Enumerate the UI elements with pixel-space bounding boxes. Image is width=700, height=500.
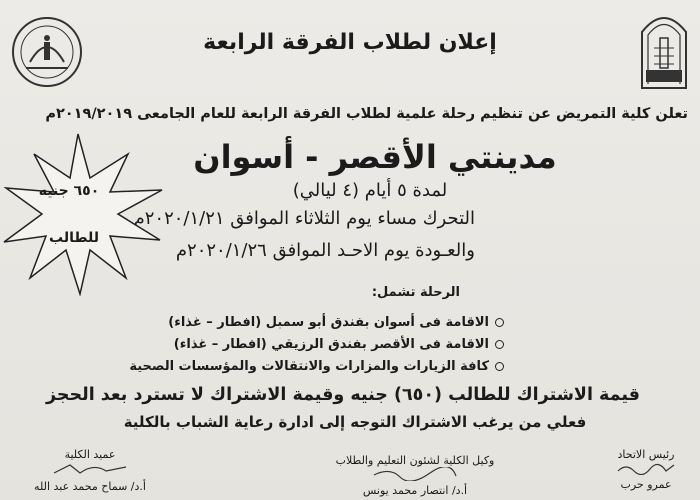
list-item-text: الاقامة فى الأقصر بفندق الرزيقي (افطار – غذاء)	[173, 337, 489, 352]
list-item-text: الاقامة فى أسوان بفندق أبو سمبل (افطار – غذاء)	[168, 315, 489, 330]
signature-name: أ.د/ سماح محمد عبد الله	[34, 480, 146, 493]
list-item-text: كافة الزيارات والمزارات والانتقالات والمؤسسات الصحية	[129, 359, 489, 374]
signature-title: عميد الكلية	[64, 448, 116, 461]
list-item	[174, 337, 504, 352]
trip-departure: التحرك مساء يوم الثلاثاء الموافق ٢٠٢٠/١/٢١م	[133, 208, 475, 229]
announcement-title: إعلان لطلاب الفرقة الرابعة	[203, 30, 497, 55]
handwritten-signature-icon	[370, 467, 460, 481]
signature-title: وكيل الكلية لشئون التعليم والطلاب	[335, 454, 495, 467]
signature-dean	[30, 448, 150, 493]
signature-title: رئيس الاتحاد	[617, 448, 675, 461]
includes-heading: الرحلة تشمل:	[371, 285, 460, 300]
contact-note: فعلي من يرغب الاشتراك التوجه إلى ادارة رعاية الشباب بالكلية	[123, 413, 587, 431]
badge-label: للطالب	[49, 230, 99, 246]
circle-bullet-icon	[495, 318, 504, 327]
price-starburst-icon	[0, 132, 168, 296]
badge-price: ٦٥٠ جنيه	[38, 183, 100, 199]
university-emblem-icon	[634, 8, 694, 92]
handwritten-signature-icon	[616, 461, 676, 475]
announcement-intro: تعلن كلية التمريض عن تنظيم رحلة علمية لطلاب الفرقة الرابعة للعام الجامعى ٢٠١٩/٢٠١٩م	[45, 106, 688, 122]
signature-name: أ.د/ انتصار محمد يونس	[362, 484, 468, 497]
list-item	[168, 315, 504, 330]
fee-note: قيمة الاشتراك للطالب (٦٥٠) جنيه وقيمة الاشتراك لا تسترد بعد الحجز	[46, 385, 640, 405]
list-item	[129, 359, 504, 374]
signature-name: عمرو حرب	[620, 478, 672, 491]
trip-destination: مدينتي الأقصر - أسوان	[193, 138, 557, 176]
trip-return: والعـودة يوم الاحـد الموافق ٢٠٢٠/١/٢٦م	[175, 240, 475, 261]
trip-duration: لمدة ٥ أيام (٤ ليالي)	[292, 180, 448, 201]
signature-union-president	[606, 448, 686, 491]
handwritten-signature-icon	[50, 461, 130, 477]
faculty-emblem-icon	[8, 12, 86, 92]
circle-bullet-icon	[495, 362, 504, 371]
signature-vice-dean	[300, 454, 530, 497]
circle-bullet-icon	[495, 340, 504, 349]
